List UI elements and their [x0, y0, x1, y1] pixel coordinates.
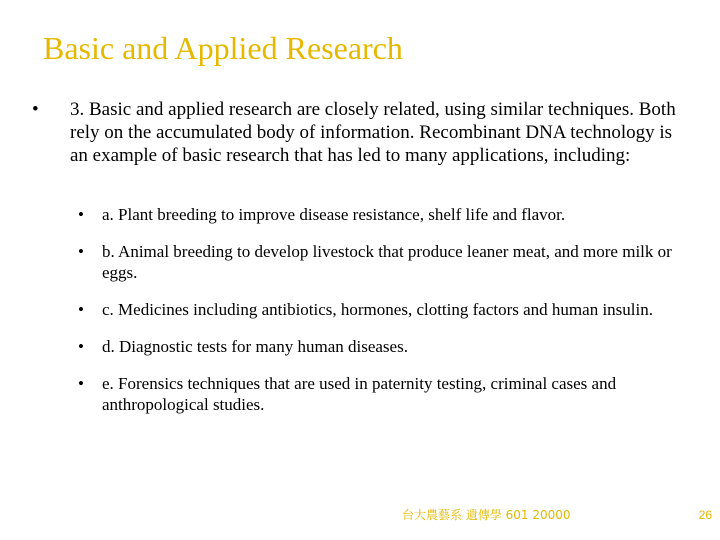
sub-bullet-text: e. Forensics techniques that are used in paternity testing, criminal cases and anthropological studies.: [102, 374, 617, 414]
main-bullet-text: 3. Basic and applied research are closely related, using similar techniques. Both rely on the accumulated body of information. Recombinant DNA technology is an example of basic research that has led to many applications, including:: [70, 99, 676, 166]
sub-bullet-text: d. Diagnostic tests for many human diseases.: [102, 337, 408, 356]
bullet-icon: •: [78, 242, 84, 261]
sub-bullet-item: [78, 204, 688, 225]
bullet-icon: •: [78, 205, 84, 224]
bullet-icon: •: [78, 337, 84, 356]
page-number: 26: [698, 508, 712, 522]
sub-bullet-item: [78, 336, 688, 357]
bullet-icon: •: [32, 99, 39, 120]
sub-bullet-item: [78, 299, 688, 320]
bullet-icon: •: [78, 300, 84, 319]
sub-bullet-item: [78, 373, 688, 415]
sub-bullet-text: b. Animal breeding to develop livestock that produce leaner meat, and more milk or eggs.: [102, 242, 672, 282]
slide-title: Basic and Applied Research: [43, 30, 403, 66]
bullet-icon: •: [78, 374, 84, 393]
sub-bullet-item: [78, 241, 688, 283]
main-bullet-item: [32, 98, 692, 167]
sub-bullet-text: c. Medicines including antibiotics, hormones, clotting factors and human insulin.: [102, 300, 653, 319]
sub-bullet-text: a. Plant breeding to improve disease resistance, shelf life and flavor.: [102, 205, 566, 224]
footer-text: 台大農藝系 遺傳學 601 20000: [402, 508, 571, 522]
sub-bullet-list: [78, 204, 688, 431]
